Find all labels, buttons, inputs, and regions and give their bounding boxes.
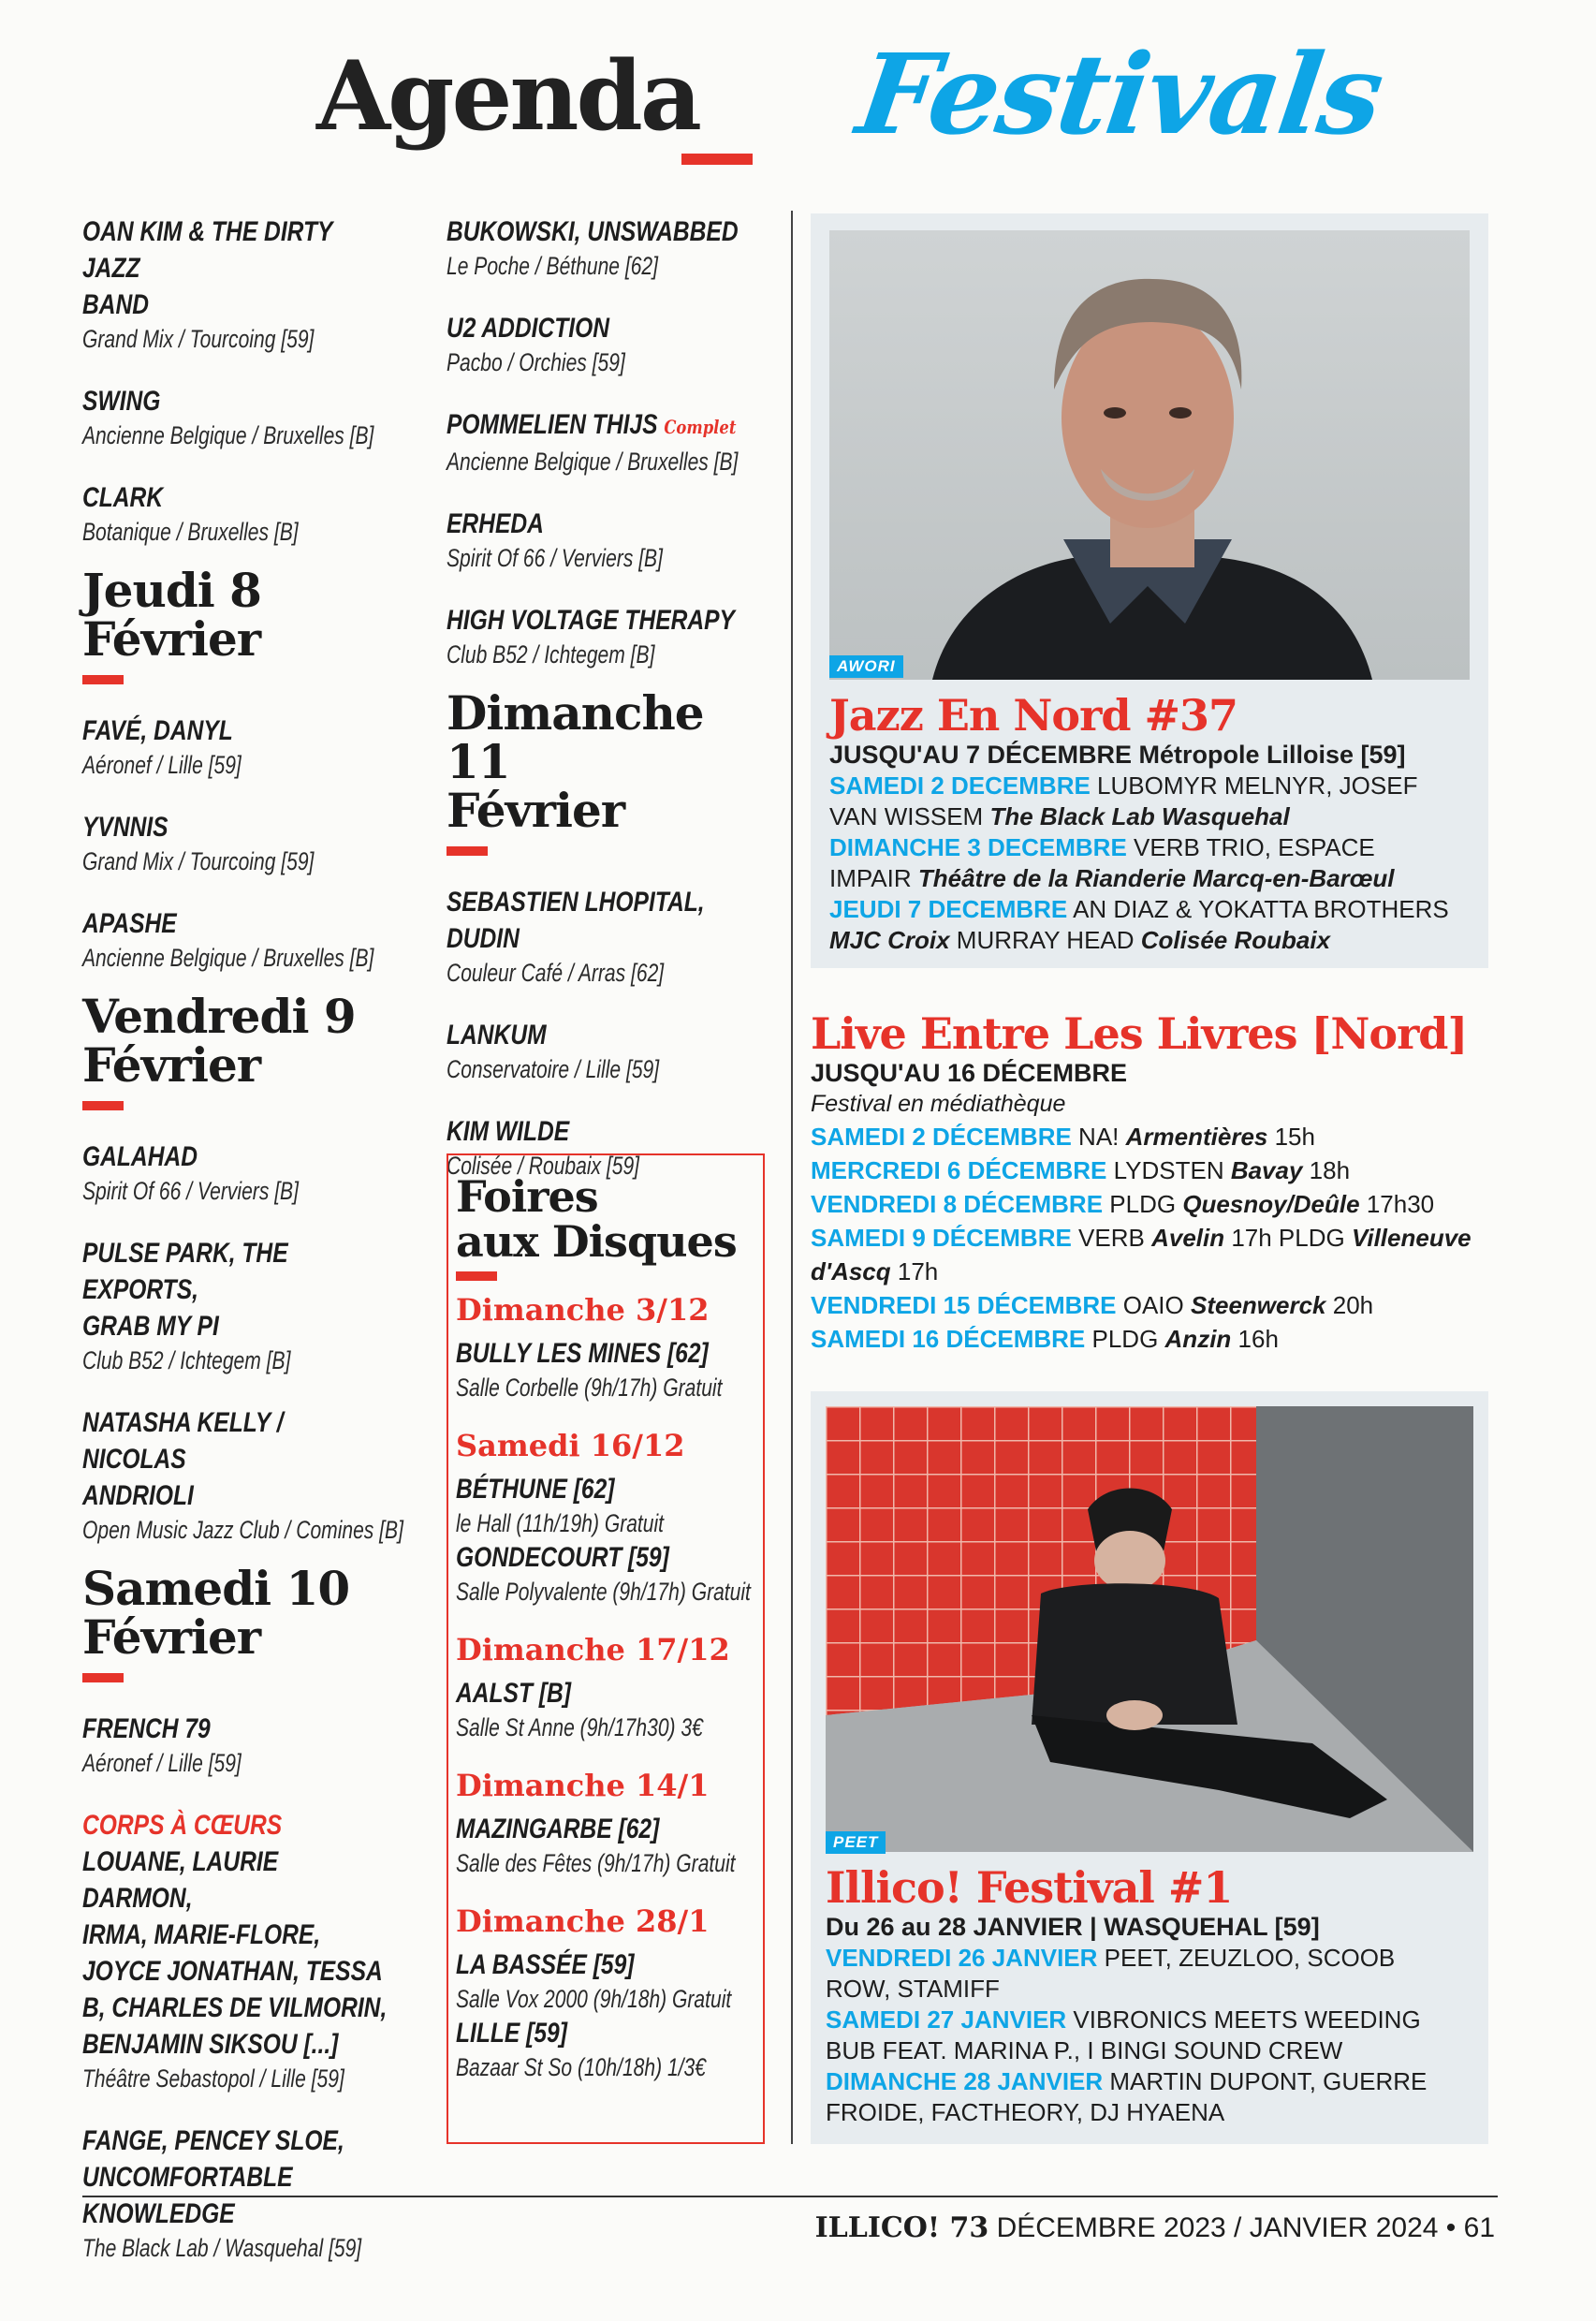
right-eye: [1169, 407, 1192, 419]
agenda-entry: [82, 479, 391, 548]
event-date: JEUDI 7 DECEMBRE: [829, 895, 1068, 923]
agenda-entry: [82, 1138, 391, 1207]
event-date: SAMEDI 2 DECEMBRE: [829, 771, 1091, 800]
agenda-entry: [82, 1807, 391, 2094]
artist-name-text: POMMELIEN THIJS: [447, 409, 658, 440]
venue-name: Le Poche / Béthune [62]: [447, 252, 658, 280]
artist-name: [447, 406, 769, 446]
face: [1094, 1531, 1165, 1591]
footer-rule: [82, 2196, 1498, 2197]
venue-name: Aéronef / Lille [59]: [82, 751, 242, 779]
event-artists: VERB TRIO, ESPACE: [1126, 833, 1375, 861]
event-date: VENDREDI 8 DÉCEMBRE: [811, 1190, 1104, 1218]
festival-dates: Du 26 au 28 JANVIER | WASQUEHAL [59]: [826, 1913, 1320, 1941]
venue-name: Open Music Jazz Club / Comines [B]: [82, 1516, 403, 1544]
artist-name: FAVÉ, DANYL: [82, 715, 233, 746]
fair-detail: Salle Vox 2000 (9h/18h) Gratuit: [456, 1985, 732, 2013]
artist-name: HIGH VOLTAGE THERAPY: [447, 605, 735, 636]
fair-section: [456, 1768, 755, 1879]
event-date: SAMEDI 27 JANVIER: [826, 2005, 1067, 2034]
event-artists: LUBOMYR MELNYR, JOSEF: [1090, 771, 1418, 800]
venue-name: Couleur Café / Arras [62]: [447, 959, 665, 987]
agenda-column-1: [82, 213, 403, 2292]
venue-name: Conservatoire / Lille [59]: [447, 1055, 660, 1083]
day-underline: [82, 675, 124, 684]
fair-place: BÉTHUNE [62]: [456, 1474, 615, 1505]
venue-name: Ancienne Belgique / Bruxelles [B]: [447, 448, 739, 476]
festival-lineup: [826, 1943, 1481, 2128]
artist-name: BUKOWSKI, UNSWABBED: [447, 216, 739, 247]
record-fairs-underline: [456, 1271, 497, 1281]
event-artists: VAN WISSEM: [829, 802, 990, 830]
page-footer: [815, 2211, 1495, 2244]
agenda-entry: [82, 809, 391, 877]
venue-name: Botanique / Bruxelles [B]: [82, 518, 299, 546]
artist-name: LANKUM: [447, 1020, 547, 1050]
venue-name: Colisée / Roubaix [59]: [447, 1152, 640, 1180]
event-date: MERCREDI 6 DÉCEMBRE: [811, 1156, 1107, 1184]
agenda-column-2: [447, 213, 769, 1210]
event-time: 18h: [1302, 1156, 1351, 1184]
agenda-entry: [447, 884, 769, 989]
event-artists: LYDSTEN: [1106, 1156, 1231, 1184]
artist-name: U2 ADDICTION: [447, 313, 610, 344]
event-venue: Quesnoy/Deûle: [1182, 1190, 1360, 1218]
event-date: DIMANCHE 3 DECEMBRE: [829, 833, 1127, 861]
fair-place: GONDECOURT [59]: [456, 1542, 669, 1573]
agenda-entry: [447, 506, 769, 574]
fair-place: BULLY LES MINES [62]: [456, 1338, 709, 1369]
artist-name: APASHE: [82, 908, 177, 939]
jazz-text: [829, 691, 1475, 956]
festival-lineup: [829, 771, 1475, 956]
fair-date: Dimanche 17/12: [456, 1632, 730, 1667]
artist-name: FRENCH 79: [82, 1713, 211, 1744]
hands: [1106, 1700, 1163, 1730]
event-venue: Steenwerck: [1190, 1291, 1326, 1319]
artist-name: GALAHAD: [82, 1141, 198, 1172]
event-venue: MJC Croix: [829, 926, 950, 954]
fair-place: MAZINGARBE [62]: [456, 1814, 660, 1844]
event-artists: NA!: [1071, 1123, 1126, 1151]
fair-place: LA BASSÉE [59]: [456, 1949, 635, 1980]
event-time: 15h: [1267, 1123, 1315, 1151]
event-artists: VIBRONICS MEETS WEEDING: [1066, 2005, 1421, 2034]
agenda-entry: [82, 213, 391, 355]
event-venue: Avelin: [1151, 1224, 1225, 1252]
illico-photo: [826, 1406, 1473, 1852]
left-eye: [1104, 407, 1126, 419]
event-time: 16h: [1231, 1325, 1279, 1353]
agenda-underline: [681, 154, 753, 165]
fair-detail: Bazaar St So (10h/18h) 1/3€: [456, 2053, 706, 2081]
artist-name: PULSE PARK, THE EXPORTS, GRAB MY PI: [82, 1238, 288, 1342]
day-heading: Dimanche 11 Février: [447, 685, 704, 838]
live-entre-les-livres-section: [811, 1009, 1494, 1356]
venue-name: The Black Lab / Wasquehal [59]: [82, 2234, 362, 2262]
agenda-entry: [82, 1711, 391, 1779]
artist-name: YVNNIS: [82, 812, 168, 843]
agenda-entry: [82, 2123, 391, 2264]
event-artists: VERB: [1071, 1224, 1152, 1252]
magazine-issue: ILLICO! 73: [814, 2211, 989, 2244]
photo-credit: PEET: [826, 1831, 886, 1854]
venue-name: Grand Mix / Tourcoing [59]: [82, 847, 315, 875]
agenda-entry: [447, 310, 769, 378]
venue-name: Théâtre Sebastopol / Lille [59]: [82, 2064, 344, 2093]
agenda-entry: [447, 213, 769, 282]
event-date: SAMEDI 9 DÉCEMBRE: [811, 1224, 1072, 1252]
event-artists: PLDG: [1085, 1325, 1165, 1353]
event-artists: OAIO: [1116, 1291, 1191, 1319]
fair-detail: Salle Polyvalente (9h/17h) Gratuit: [456, 1578, 751, 1606]
artist-name: LOUANE, LAURIE DARMON, IRMA, MARIE-FLORE, JOYCE JONATHAN, TESSA B, CHARLES DE VILMORIN, BENJAMIN SIKSOU [...]: [82, 1846, 388, 2060]
sold-out-label: Complet: [664, 416, 737, 438]
festival-tagline: Festival en médiathèque: [811, 1091, 1066, 1117]
festival-title: Illico! Festival #1: [826, 1862, 1233, 1913]
illico-festival-card: [811, 1391, 1488, 2144]
issue-date-page: DÉCEMBRE 2023 / JANVIER 2024 • 61: [988, 2212, 1495, 2243]
festivals-heading: Festivals: [850, 29, 1390, 159]
festival-lineup: [811, 1120, 1494, 1356]
artist-name: SEBASTIEN LHOPITAL, DUDIN: [447, 887, 705, 954]
fair-section: [456, 1428, 755, 1608]
illico-text: [826, 1863, 1481, 2128]
fair-detail: Salle Corbelle (9h/17h) Gratuit: [456, 1374, 723, 1402]
venue-name: Aéronef / Lille [59]: [82, 1749, 242, 1777]
event-artists: FROIDE, FACTHEORY, DJ HYAENA: [826, 2098, 1225, 2126]
festival-title: Live Entre Les Livres [Nord]: [811, 1008, 1468, 1059]
event-date: VENDREDI 26 JANVIER: [826, 1944, 1098, 1972]
agenda-entry: [447, 1017, 769, 1085]
agenda-entry: [447, 602, 769, 670]
event-artists: PLDG: [1103, 1190, 1183, 1218]
event-artists: MARTIN DUPONT, GUERRE: [1103, 2067, 1428, 2095]
record-fairs-box: [447, 1153, 765, 2144]
fair-place: AALST [B]: [456, 1678, 571, 1709]
event-venue: Armentières: [1125, 1123, 1268, 1151]
festival-dates: JUSQU'AU 16 DÉCEMBRE: [811, 1059, 1127, 1087]
artist-name: ERHEDA: [447, 508, 544, 539]
jazz-en-nord-card: [811, 213, 1488, 968]
artist-name: KIM WILDE: [447, 1116, 570, 1147]
festival-title: Jazz En Nord #37: [829, 690, 1238, 741]
agenda-entry: [82, 905, 391, 974]
venue-name: Ancienne Belgique / Bruxelles [B]: [82, 944, 374, 972]
venue-name: Pacbo / Orchies [59]: [447, 348, 625, 376]
venue-name: Club B52 / Ichtegem [B]: [447, 640, 655, 668]
artist-name: CLARK: [82, 482, 164, 513]
event-venue: d'Ascq: [811, 1257, 891, 1285]
event-date: DIMANCHE 28 JANVIER: [826, 2067, 1104, 2095]
fair-detail: Salle des Fêtes (9h/17h) Gratuit: [456, 1849, 736, 1877]
event-title: CORPS À CŒURS: [82, 1810, 283, 1841]
venue-name: Grand Mix / Tourcoing [59]: [82, 325, 315, 353]
event-time: 17h: [890, 1257, 939, 1285]
event-time: 17h30: [1359, 1190, 1435, 1218]
event-date: VENDREDI 15 DÉCEMBRE: [811, 1291, 1117, 1319]
agenda-entry: [82, 383, 391, 451]
agenda-entry: [82, 1404, 403, 1546]
agenda-entry: [82, 1235, 391, 1376]
event-date: SAMEDI 2 DÉCEMBRE: [811, 1123, 1072, 1151]
fair-detail: Salle St Anne (9h/17h30) 3€: [456, 1713, 703, 1741]
event-venue: Colisée Roubaix: [1140, 926, 1331, 954]
fair-date: Dimanche 14/1: [456, 1768, 710, 1803]
fair-section: [456, 1903, 755, 2083]
venue-name: Ancienne Belgique / Bruxelles [B]: [82, 421, 374, 449]
agenda-entry: [82, 712, 391, 781]
event-artists: PEET, ZEUZLOO, SCOOB: [1097, 1944, 1396, 1972]
day-underline: [447, 846, 488, 856]
venue-name: Club B52 / Ichtegem [B]: [82, 1346, 291, 1374]
column-divider: [791, 211, 793, 2144]
artist-name: FANGE, PENCEY SLOE, UNCOMFORTABLE KNOWLEDGE: [82, 2125, 344, 2229]
day-heading: Jeudi 8 Février: [82, 563, 261, 667]
fair-place: LILLE [59]: [456, 2018, 567, 2049]
fair-section: [456, 1632, 755, 1743]
day-underline: [82, 1101, 124, 1110]
artist-name: OAN KIM & THE DIRTY JAZZ BAND: [82, 216, 332, 320]
event-artists: IMPAIR: [829, 864, 918, 892]
event-venue: Théâtre de la Rianderie Marcq-en-Barœul: [917, 864, 1395, 892]
event-time: 20h: [1325, 1291, 1374, 1319]
event-venue: Bavay: [1230, 1156, 1303, 1184]
festival-dates: JUSQU'AU 7 DÉCEMBRE Métropole Lilloise [59]: [829, 741, 1406, 769]
event-venue: Anzin: [1164, 1325, 1232, 1353]
fair-detail: le Hall (11h/19h) Gratuit: [456, 1509, 665, 1537]
event-venue: Villeneuve: [1351, 1224, 1472, 1252]
jazz-photo: [829, 230, 1470, 680]
artist-name: NATASHA KELLY / NICOLAS ANDRIOLI: [82, 1407, 284, 1511]
event-artists: AN DIAZ & YOKATTA BROTHERS: [1067, 895, 1449, 923]
venue-name: Spirit Of 66 / Verviers [B]: [447, 544, 663, 572]
event-artists: MURRAY HEAD: [949, 926, 1141, 954]
day-heading: Vendredi 9 Février: [82, 989, 356, 1093]
fair-date: Dimanche 28/1: [456, 1903, 710, 1939]
event-venue: The Black Lab Wasquehal: [989, 802, 1290, 830]
venue-name: Spirit Of 66 / Verviers [B]: [82, 1177, 299, 1205]
record-fairs-title: Foires aux Disques: [456, 1171, 737, 1267]
fair-section: [456, 1292, 755, 1403]
photo-credit: AWORI: [829, 655, 903, 678]
agenda-entry: [447, 406, 769, 477]
day-heading: Samedi 10 Février: [82, 1561, 350, 1665]
fair-date: Samedi 16/12: [456, 1428, 685, 1463]
event-artists: ROW, STAMIFF: [826, 1975, 1000, 2003]
event-time: 17h PLDG: [1224, 1224, 1352, 1252]
agenda-heading: Agenda: [316, 40, 699, 153]
event-date: SAMEDI 16 DÉCEMBRE: [811, 1325, 1086, 1353]
fair-date: Dimanche 3/12: [456, 1292, 710, 1328]
event-artists: BUB FEAT. MARINA P., I BINGI SOUND CREW: [826, 2036, 1343, 2064]
artist-name: SWING: [82, 386, 161, 417]
day-underline: [82, 1673, 124, 1682]
